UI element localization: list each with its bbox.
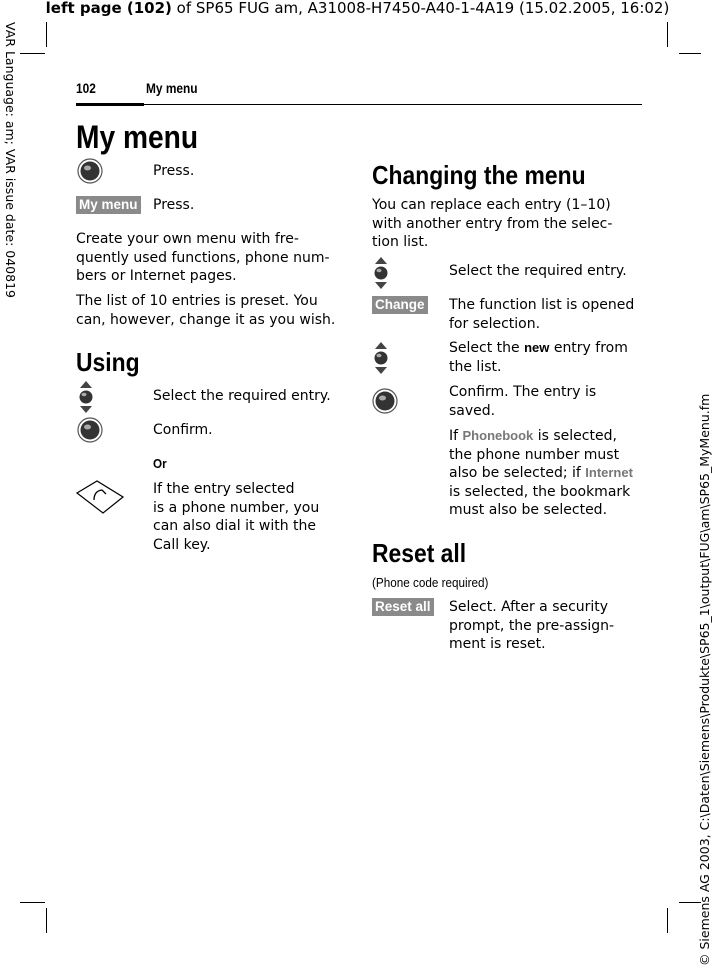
new-keyword: new [524, 340, 550, 355]
crop-mark [20, 902, 45, 903]
note-phonebook: Phonebook [462, 428, 534, 443]
call-key-text [153, 480, 319, 554]
preset-paragraph [76, 292, 335, 329]
reset-line: prompt, the pre-assign- [449, 617, 615, 634]
call-line: can also dial it with the [153, 518, 317, 534]
center-key-icon [77, 158, 103, 184]
changing-intro [372, 196, 612, 252]
change-confirm-line: Confirm. The entry is [449, 384, 597, 400]
print-header [0, 0, 715, 18]
note-l1-post: is selected, [533, 428, 617, 444]
intro-line: bers or Internet pages. [76, 268, 237, 284]
crop-mark [667, 908, 668, 933]
phonebook-note [449, 427, 633, 520]
softkey-my-menu: My menu [76, 196, 141, 214]
softkey-reset-all: Reset all [372, 598, 434, 616]
change-new-text [449, 339, 628, 376]
preset-line: can, however, change it as you wish. [76, 311, 336, 328]
changing-intro-line: tion list. [372, 234, 429, 250]
call-key-icon [76, 480, 124, 514]
crop-mark [667, 22, 668, 47]
changing-intro-line: with another entry from the selec- [372, 215, 613, 232]
change-function-line: for selection. [449, 315, 541, 332]
note-internet: Internet [585, 465, 633, 480]
intro-line: Create your own menu with fre- [76, 231, 299, 247]
note-l2: the phone number must [449, 446, 620, 463]
intro-line: quently used functions, phone num- [76, 249, 330, 266]
reset-note: (Phone code required) [372, 575, 489, 590]
crop-mark [46, 908, 47, 933]
header-rule [76, 104, 642, 105]
using-select-text: Select the required entry. [153, 388, 331, 404]
change-select-text: Select the required entry. [449, 263, 627, 279]
reset-line: Select. After a security [449, 599, 609, 615]
navigation-key-icon [372, 257, 390, 289]
step-press-1: Press. [153, 163, 195, 179]
side-text-right [696, 382, 712, 968]
or-label: Or [153, 456, 167, 471]
change-confirm-line: saved. [449, 402, 496, 419]
intro-paragraph [76, 230, 330, 286]
new-post: entry from [549, 340, 628, 356]
center-key-icon [77, 417, 103, 443]
change-function-line: The function list is opened [449, 297, 635, 313]
step-press-2: Press. [153, 197, 195, 213]
center-key-icon [372, 388, 398, 414]
print-header-bold: left page (102) [45, 0, 172, 17]
note-l1-pre: If [449, 428, 463, 444]
call-line: is a phone number, you [153, 499, 320, 516]
navigation-key-icon [77, 381, 95, 413]
navigation-key-icon [372, 342, 390, 374]
new-pre: Select the [449, 340, 525, 356]
crop-mark [46, 22, 47, 47]
preset-line: The list of 10 entries is preset. You [76, 293, 318, 309]
new-line2: the list. [449, 358, 502, 375]
note-l5: must also be selected. [449, 502, 608, 518]
crop-mark [20, 53, 45, 54]
reset-line: ment is reset. [449, 636, 546, 652]
softkey-change: Change [372, 296, 428, 314]
running-title: My menu [146, 80, 198, 96]
crop-mark [679, 53, 701, 54]
print-header-rest: of SP65 FUG am, A31008-H7450-A40-1-4A19 (15.02.2005, 16:02) [171, 0, 670, 17]
reset-heading: Reset all [372, 538, 467, 568]
running-header [76, 80, 642, 108]
page-number: 102 [76, 80, 96, 96]
side-text-left-label: VAR Language: am; VAR issue date: 040819 [3, 22, 18, 298]
using-heading: Using [76, 347, 140, 377]
changing-heading: Changing the menu [372, 160, 586, 190]
change-function-text [449, 296, 634, 333]
reset-text [449, 598, 614, 654]
note-l3-pre: also be selected; if [449, 465, 586, 481]
change-confirm-text [449, 383, 596, 420]
side-text-right-label: © Siemens AG 2003, C:\Daten\Siemens\Produkte\SP65_1\output\FUG\am\SP65_MyMenu.fm [697, 393, 712, 966]
page-title: My menu [76, 119, 199, 155]
call-line: Call key. [153, 536, 211, 553]
using-confirm-text: Confirm. [153, 422, 213, 438]
note-l4: is selected, the bookmark [449, 483, 631, 500]
changing-intro-line: You can replace each entry (1–10) [372, 197, 611, 213]
call-line: If the entry selected [153, 481, 295, 497]
side-text-left [4, 22, 19, 322]
